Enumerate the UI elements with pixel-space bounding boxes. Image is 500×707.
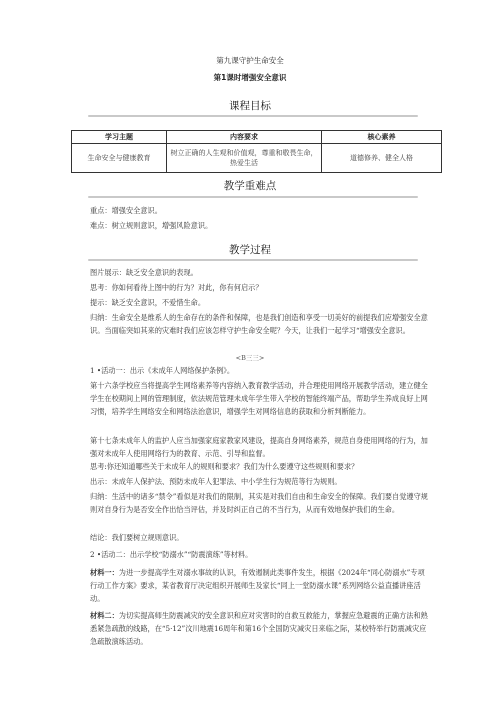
material-label: 材料一： <box>90 568 119 577</box>
activity-heading: 1 •活动一：出示《未成年人网络保护条例》。 <box>90 366 235 375</box>
section-divider <box>88 196 418 198</box>
material-text: 为切实提高师生防震减灾的安全意识和应对灾害时的自救互救能力，掌握应急避震的正确方法和熟悉紧急疏散的线路，在“5·12”汶川地震16周年和第16个全国防灾减灾日来临之际，某校特举行防震减灾应急疏散演练活动。 <box>90 611 428 646</box>
process-paragraph: 第十七条未成年人的监护人应当加强家庭家教家风建设，提高自身网络素养，规范自身使用网络的行为，加强对未成年人使用网络行为的教育、示范、引导和监督。 <box>90 436 428 458</box>
section-divider <box>88 259 418 261</box>
process-paragraph: 第十六条学校应当将提高学生网络素养等内容纳入教育教学活动，并合理使用网络开展教学活动，建立健全学生在校期间上网的管理制度，依法规范管理未成年学生带入学校的智能终端产品，帮助学生养成良好上网习惯，培养学生网络安全和网络法治意识，增强学生对网络信息的获取和分析判断能力。 <box>90 381 428 416</box>
process-paragraph: 思考:你还知道哪些关于未成年人的规则和要求？我们为什么要遵守这些规则和要求？ <box>90 462 359 471</box>
table-header-row <box>72 131 442 144</box>
key-point-difficulty: 难点：树立规则意识，增强风险意识。 <box>90 221 213 230</box>
process-paragraph: 出示：未成年人保护法、预防未成年人犯罪法、中小学生行为规范等行为规则。 <box>90 477 342 486</box>
process-paragraph: 归纳：生命安全是维系人的生命存在的条件和保障，也是我们创造和享受一切美好的前提我们应增强安全意识。当面临突如其来的灾难时我们应该怎样守护生命安全呢？今天，让我们一起学习“增强安全意识。 <box>90 313 428 335</box>
material-two <box>90 609 430 648</box>
table-header-cell: 内容要求 <box>167 131 322 144</box>
material-label: 材料二： <box>90 611 119 620</box>
table-header-cell: 学习主题 <box>72 131 167 144</box>
section-title-keypoints: 教学重难点 <box>223 180 277 192</box>
process-paragraph: 图片展示：缺乏安全意识的表现。 <box>90 268 198 277</box>
table-header-cell: 核心素养 <box>322 131 442 144</box>
lesson-title: 第九课守护生命安全 <box>216 56 284 65</box>
process-paragraph: 归纳：生活中的诸多“禁令”看似是对我们的限制，其实是对我们自由和生命安全的保障。我们要自觉遵守规则对自身行为是否安全作出恰当评估，并及时纠正自己的不当行为，从而有效地保护我们的生命。 <box>90 492 428 514</box>
section-title-process: 教学过程 <box>229 244 271 256</box>
material-one <box>90 566 430 605</box>
section-title-goals: 课程目标 <box>229 100 271 112</box>
lesson-subtitle: 第1课时增强安全意识 <box>213 73 287 82</box>
key-point-focus: 重点：增强安全意识。 <box>90 206 162 215</box>
table-row <box>72 144 442 173</box>
process-paragraph: 结论：我们要树立规则意识。 <box>90 533 184 542</box>
process-paragraph: 提示：缺乏安全意识，不爱惜生命。 <box>90 298 206 307</box>
section-marker: <B三三> <box>235 354 265 362</box>
table-cell: 道德修养、健全人格 <box>322 144 442 173</box>
activity-heading: 2 •活动二：出示学校“防溺水”“防震演练”等材料。 <box>90 550 253 559</box>
table-cell: 树立正确的人生观和价值观，尊重和敬畏生命，热爱生活 <box>167 144 322 173</box>
table-cell: 生命安全与健康教育 <box>72 144 167 173</box>
process-paragraph: 思考：你如何看待上图中的行为？对此，你有何启示？ <box>90 283 263 292</box>
goals-table <box>71 130 442 173</box>
section-divider <box>88 115 418 117</box>
material-text: 为进一步提高学生对溺水事故的认识，有效遏制此类事件发生，根据《2024年“同心防溺水”专项行动工作方案》要求，某省教育厅决定组织开展师生及家长“同上一堂防溺水课”系列网络公益直播讲座活动。 <box>90 568 425 603</box>
